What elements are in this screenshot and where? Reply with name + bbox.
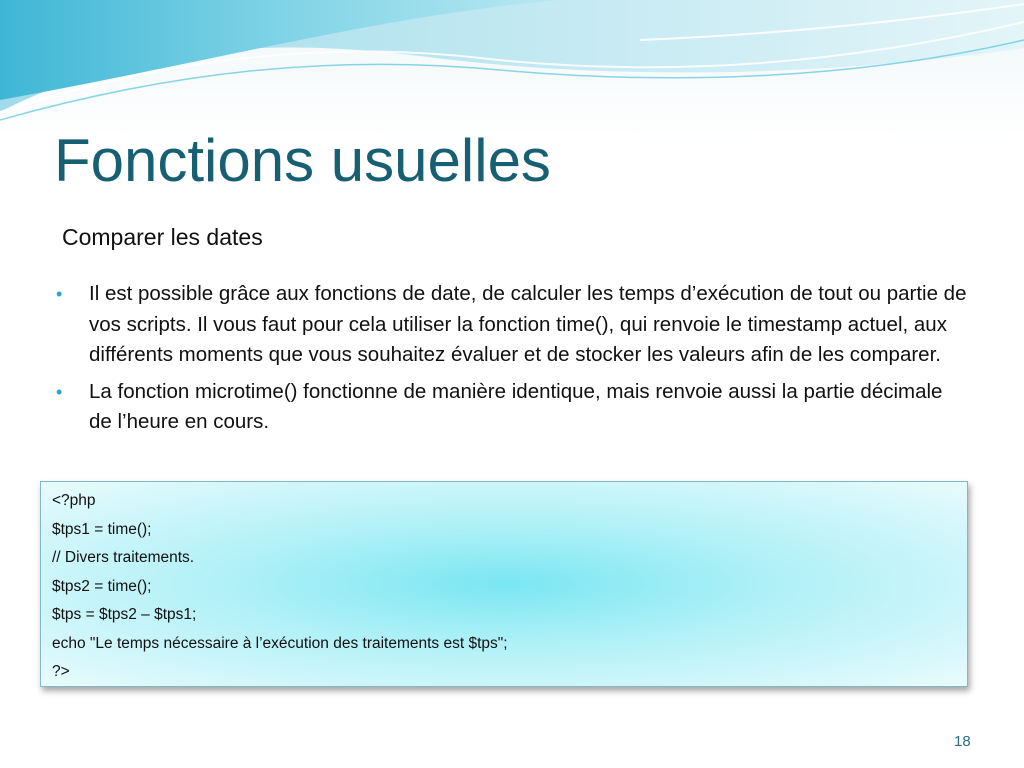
code-line: <?php	[52, 492, 96, 509]
page-number: 18	[954, 733, 971, 750]
bullet-text: La fonction microtime() fonctionne de manière identique, mais renvoie aussi la partie décimale de l’heure en cours.	[89, 379, 943, 433]
slide-title: Fonctions usuelles	[54, 127, 551, 194]
bullet-marker-icon: •	[56, 381, 63, 402]
header-wave-banner	[0, 0, 1024, 130]
code-block	[40, 481, 968, 687]
code-line: echo "Le temps nécessaire à l’exécution des traitements est $tps";	[52, 634, 508, 652]
code-line: // Divers traitements.	[52, 549, 195, 566]
bullet-item	[56, 377, 970, 438]
bullet-list	[56, 279, 970, 444]
code-line: $tps1 = time();	[52, 520, 152, 538]
bullet-text: Il est possible grâce aux fonctions de date, de calculer les temps d’exécution de tout ou partie de vos scripts. Il vous faut pour cela utiliser la fonction time(), qui renvoie le timestamp actuel, aux différents moments que vous souhaitez évaluer et de stocker les valeurs afin de les comparer.	[89, 282, 967, 366]
code-line: ?>	[52, 663, 70, 680]
slide-subtitle: Comparer les dates	[62, 224, 263, 250]
bullet-item	[56, 279, 970, 371]
bullet-marker-icon: •	[56, 284, 63, 304]
code-line: $tps = $tps2 – $tps1;	[52, 606, 197, 623]
code-line: $tps2 = time();	[52, 577, 152, 595]
